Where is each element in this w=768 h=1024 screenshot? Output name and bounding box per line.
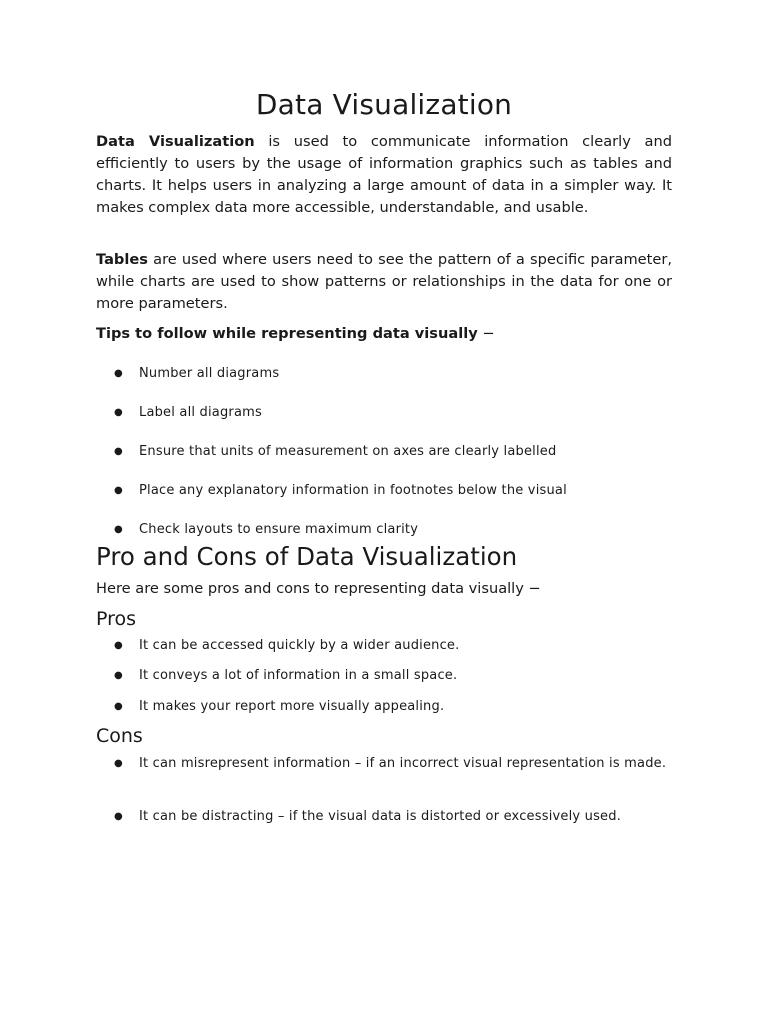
- bullet-icon: ●: [114, 758, 123, 769]
- tables-text: are used where users need to see the pattern of a specific parameter, while charts are used to show patterns or relationships in the data for one or more parameters.: [96, 251, 672, 312]
- tip-text: Number all diagrams: [139, 366, 280, 381]
- list-item: [96, 402, 672, 423]
- tips-heading-suffix: −: [477, 325, 495, 342]
- list-item: [96, 806, 672, 827]
- bullet-icon: ●: [114, 407, 123, 418]
- tip-text: Check layouts to ensure maximum clarity: [139, 522, 419, 537]
- intro-bold-lead: Data Visualization: [96, 133, 255, 150]
- bullet-icon: ●: [114, 670, 123, 681]
- tips-heading-bold: Tips to follow while representing data visually: [96, 325, 478, 342]
- tables-bold-lead: Tables: [96, 251, 148, 268]
- con-text: It can be distracting – if the visual data is distorted or excessively used.: [139, 809, 622, 824]
- bullet-icon: ●: [114, 368, 123, 379]
- con-text: It can misrepresent information – if an incorrect visual representation is made.: [139, 756, 667, 771]
- list-item: [96, 363, 672, 384]
- tip-text: Label all diagrams: [139, 405, 262, 420]
- pros-cons-heading: Pro and Cons of Data Visualization: [96, 542, 518, 571]
- list-item: [96, 696, 672, 717]
- list-item: [96, 665, 672, 686]
- pro-text: It can be accessed quickly by a wider audience.: [139, 638, 460, 653]
- list-item: [96, 480, 672, 501]
- tips-heading: [96, 323, 495, 345]
- pros-cons-intro: Here are some pros and cons to representing data visually −: [96, 580, 541, 597]
- list-item: [96, 753, 672, 774]
- bullet-icon: ●: [114, 640, 123, 651]
- pro-text: It conveys a lot of information in a small space.: [139, 668, 458, 683]
- list-item: [96, 635, 672, 656]
- intro-paragraph: [96, 131, 672, 219]
- cons-heading: Cons: [96, 725, 143, 747]
- bullet-icon: ●: [114, 811, 123, 822]
- bullet-icon: ●: [114, 485, 123, 496]
- tip-text: Place any explanatory information in footnotes below the visual: [139, 483, 567, 498]
- list-item: [96, 519, 672, 540]
- list-item: [96, 441, 672, 462]
- bullet-icon: ●: [114, 701, 123, 712]
- intro-text: is used to communicate information clearly and efficiently to users by the usage of information graphics such as tables and charts. It helps users in analyzing a large amount of data in a simpler way. It makes complex data more accessible, understandable, and usable.: [96, 133, 673, 216]
- tables-paragraph: [96, 249, 672, 315]
- page-title: Data Visualization: [255, 88, 513, 121]
- pro-text: It makes your report more visually appealing.: [139, 699, 445, 714]
- tip-text: Ensure that units of measurement on axes are clearly labelled: [139, 444, 557, 459]
- pros-heading: Pros: [96, 608, 137, 630]
- bullet-icon: ●: [114, 524, 123, 535]
- bullet-icon: ●: [114, 446, 123, 457]
